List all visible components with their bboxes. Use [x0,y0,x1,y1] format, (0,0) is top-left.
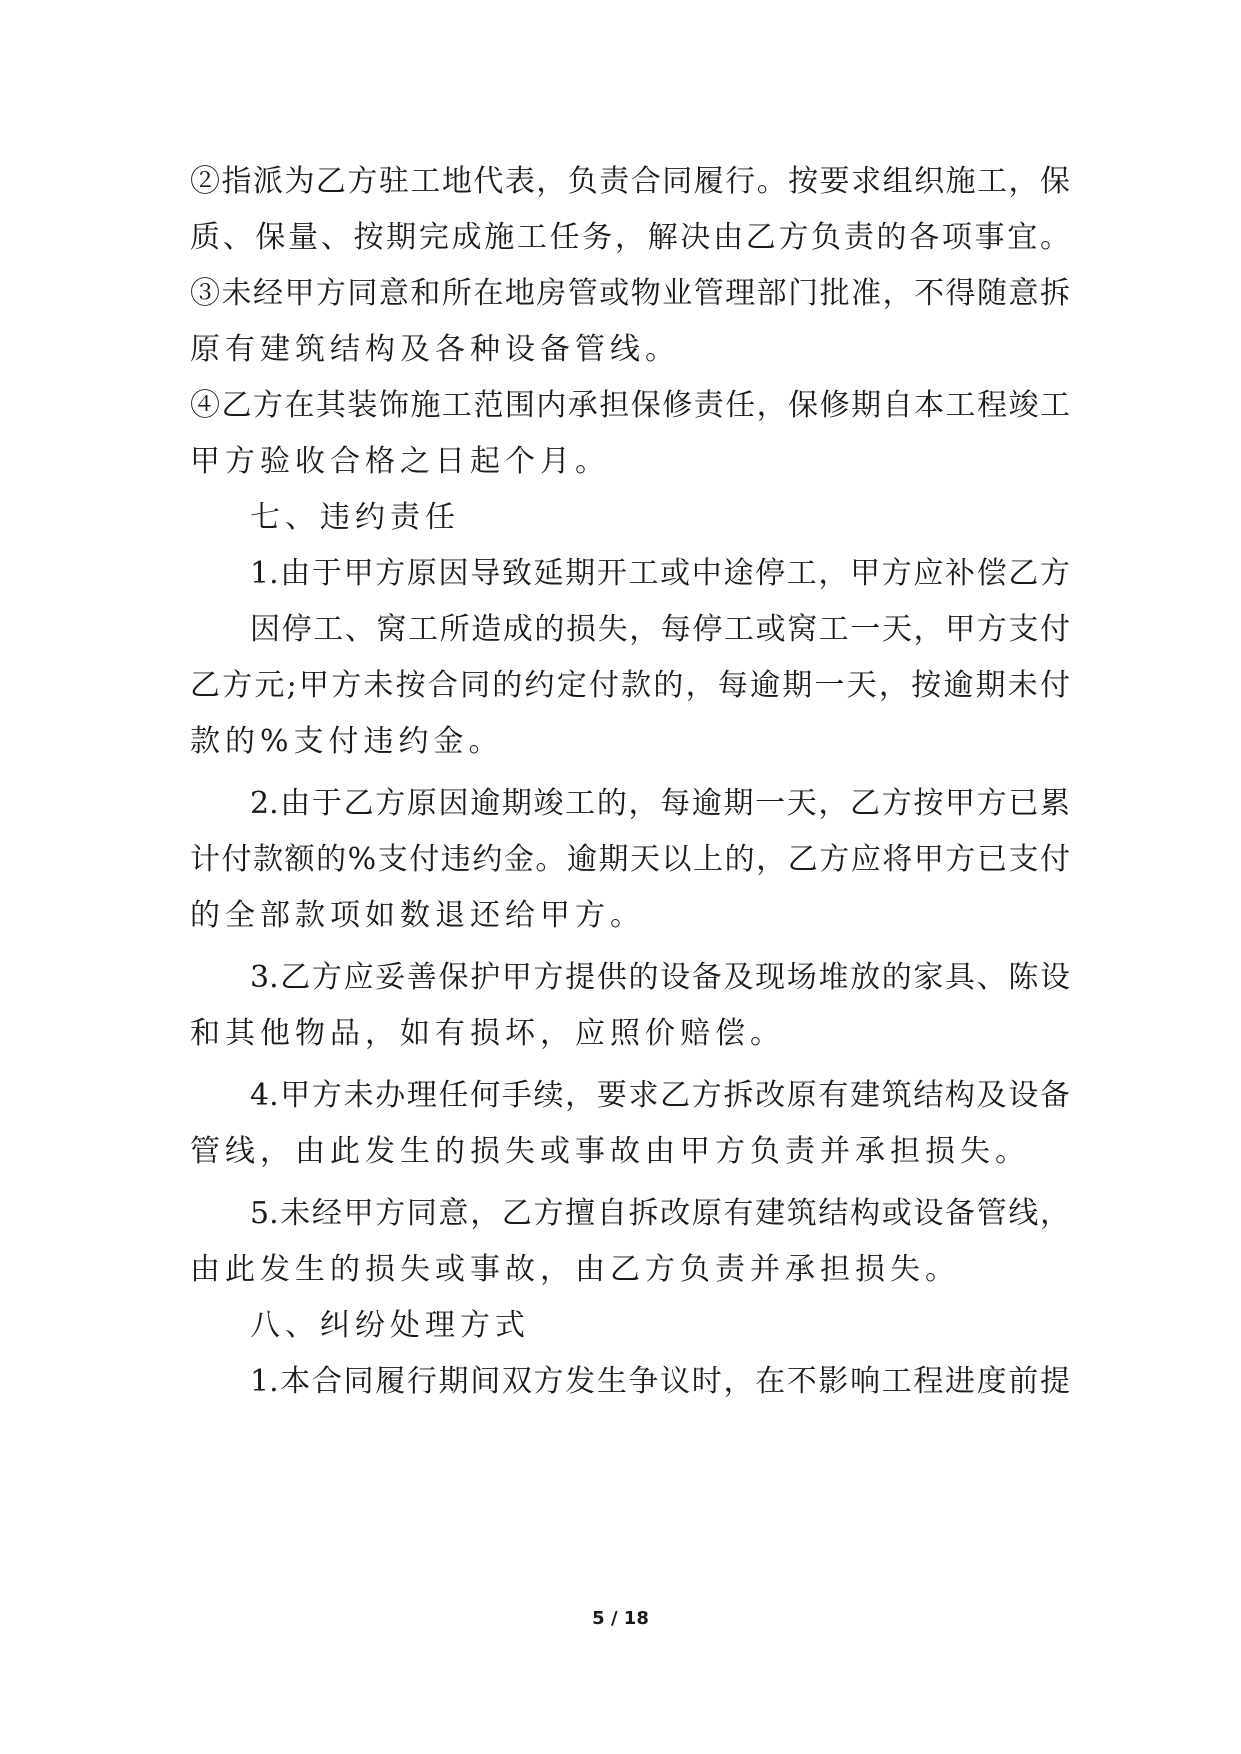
clause-line: 和其他物品，如有损坏，应照价赔偿。 [190,1016,785,1051]
clause-line: ④乙方在其装饰施工范围内承担保修责任，保修期自本工程竣工 [190,388,1070,423]
clause-line: ③未经甲方同意和所在地房管或物业管理部门批准，不得随意拆 [190,276,1070,311]
section-heading: 八、纠纷处理方式 [250,1308,530,1343]
clause-line: 2.由于乙方原因逾期竣工的，每逾期一天，乙方按甲方已累 [250,786,1070,821]
clause-line: 由此发生的损失或事故，由乙方负责并承担损失。 [190,1252,960,1287]
section-heading: 七、违约责任 [250,500,460,535]
clause-line: 原有建筑结构及各种设备管线。 [190,332,680,367]
clause-line: 1.由于甲方原因导致延期开工或中途停工，甲方应补偿乙方 [250,556,1070,591]
clause-line: 的全部款项如数退还给甲方。 [190,898,645,933]
clause-line: 计付款额的%支付违约金。逾期天以上的，乙方应将甲方已支付 [190,842,1070,877]
clause-line: 4.甲方未办理任何手续，要求乙方拆改原有建筑结构及设备 [250,1078,1070,1113]
clause-line: 5.未经甲方同意，乙方擅自拆改原有建筑结构或设备管线， [250,1196,1070,1231]
clause-line: 1.本合同履行期间双方发生争议时，在不影响工程进度前提 [250,1364,1070,1399]
clause-line: 3.乙方应妥善保护甲方提供的设备及现场堆放的家具、陈设 [250,960,1070,995]
clause-line: 乙方元;甲方未按合同的约定付款的，每逾期一天，按逾期未付 [190,668,1070,703]
clause-line: 甲方验收合格之日起个月。 [190,444,610,479]
page-number: 5 / 18 [592,1608,649,1629]
clause-line: 因停工、窝工所造成的损失，每停工或窝工一天，甲方支付 [250,612,1070,647]
clause-line: 质、保量、按期完成施工任务，解决由乙方负责的各项事宜。 [190,220,1070,255]
clause-line: 管线，由此发生的损失或事故由甲方负责并承担损失。 [190,1134,1030,1169]
clause-line: ②指派为乙方驻工地代表，负责合同履行。按要求组织施工，保 [190,164,1070,199]
clause-line: 款的%支付违约金。 [190,724,504,759]
